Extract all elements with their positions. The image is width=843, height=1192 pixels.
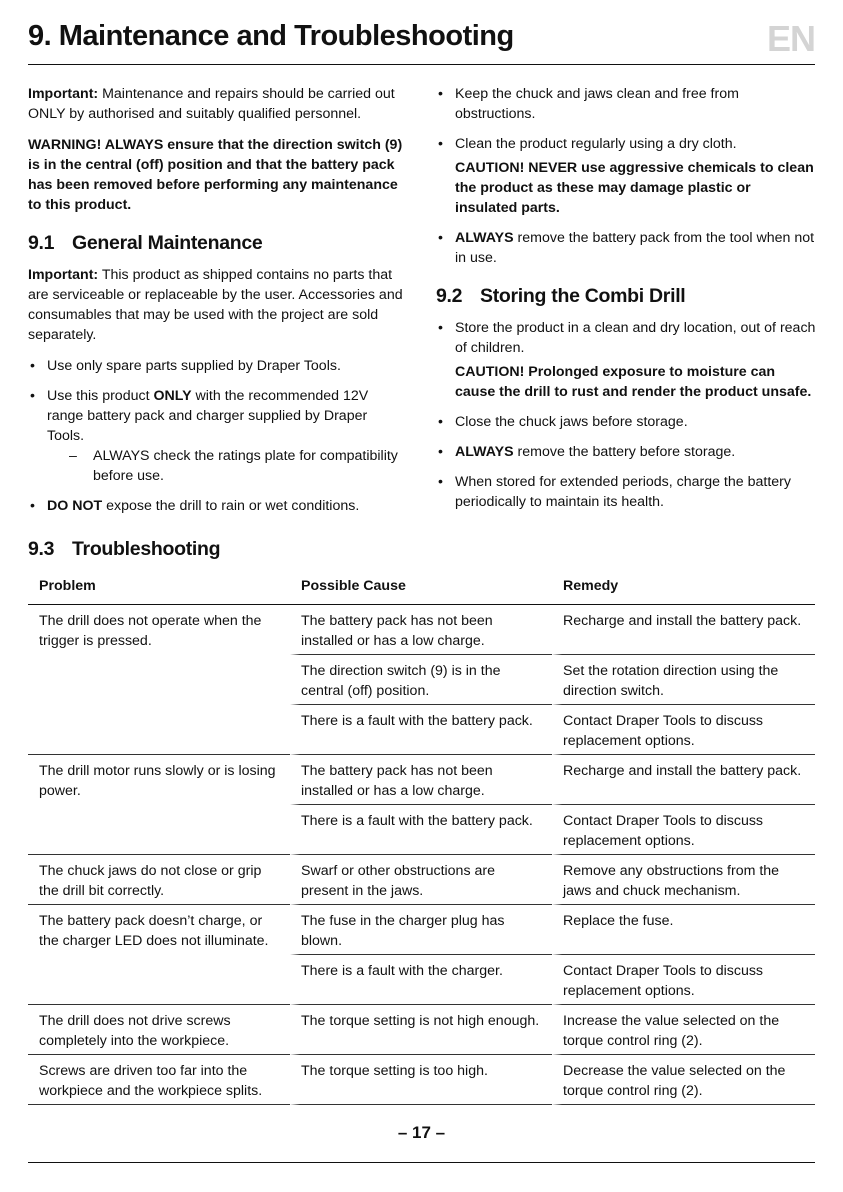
cause-remedy-rows bbox=[290, 1055, 815, 1105]
remedy-cell: Contact Draper Tools to discuss replacement options. bbox=[552, 805, 815, 855]
warning-paragraph: WARNING! ALWAYS ensure that the direction switch (9) is in the central (off) position and that the battery pack has been removed before performing any maintenance to this product. bbox=[28, 137, 403, 213]
list-item bbox=[28, 386, 406, 486]
cause-cell: The battery pack has not been installed or has a low charge. bbox=[290, 605, 552, 655]
list-item-text: with the recommended 12V range battery pack and charger supplied by Draper Tools. bbox=[47, 388, 369, 444]
column-header-cause: Possible Cause bbox=[301, 578, 406, 594]
list-item-text: remove the battery pack from the tool when not in use. bbox=[455, 230, 815, 266]
remedy-cell: Replace the fuse. bbox=[552, 905, 815, 955]
list-item bbox=[436, 318, 816, 402]
intro-text: Maintenance and repairs should be carried out ONLY by authorised and suitably qualified personnel. bbox=[28, 86, 395, 122]
list-item-emphasis: ALWAYS bbox=[455, 444, 514, 460]
section-heading-storing bbox=[436, 286, 816, 306]
table-row bbox=[290, 755, 815, 805]
table-row bbox=[290, 805, 815, 855]
problem-cell: Screws are driven too far into the workpiece and the workpiece splits. bbox=[28, 1055, 290, 1105]
list-item-emphasis: ONLY bbox=[153, 388, 192, 404]
table-row-group bbox=[28, 1055, 815, 1105]
section-title: Storing the Combi Drill bbox=[480, 285, 686, 307]
left-column bbox=[28, 84, 406, 526]
table-row bbox=[290, 705, 815, 755]
list-item-emphasis: DO NOT bbox=[47, 498, 103, 514]
problem-cell: The chuck jaws do not close or grip the drill bit correctly. bbox=[28, 855, 290, 905]
cause-cell: The battery pack has not been installed or has a low charge. bbox=[290, 755, 552, 805]
table-row bbox=[290, 1055, 815, 1105]
cause-cell: The torque setting is too high. bbox=[290, 1055, 552, 1105]
table-row bbox=[290, 855, 815, 905]
remedy-cell: Remove any obstructions from the jaws and chuck mechanism. bbox=[552, 855, 815, 905]
remedy-cell: Contact Draper Tools to discuss replacement options. bbox=[552, 705, 815, 755]
table-header bbox=[28, 574, 815, 605]
cause-cell: Swarf or other obstructions are present in the jaws. bbox=[290, 855, 552, 905]
list-item-text: Use this product bbox=[47, 388, 154, 404]
important-paragraph bbox=[28, 265, 406, 345]
remedy-cell: Contact Draper Tools to discuss replacement options. bbox=[552, 955, 815, 1005]
caution-note: CAUTION! NEVER use aggressive chemicals to clean the product as these may damage plastic or insulated parts. bbox=[455, 160, 814, 216]
remedy-cell: Recharge and install the battery pack. bbox=[552, 755, 815, 805]
page-number: – 17 – bbox=[397, 1123, 446, 1142]
table-row-group bbox=[28, 855, 815, 905]
problem-cell: The battery pack doesn’t charge, or the charger LED does not illuminate. bbox=[28, 905, 290, 1005]
list-item bbox=[436, 134, 816, 218]
intro-paragraph bbox=[28, 84, 406, 124]
remedy-cell: Decrease the value selected on the torque control ring (2). bbox=[552, 1055, 815, 1105]
important-label: Important: bbox=[28, 267, 99, 283]
table-row-group bbox=[28, 605, 815, 755]
list-item bbox=[436, 442, 816, 462]
title-divider bbox=[28, 64, 815, 65]
problem-cell: The drill motor runs slowly or is losing power. bbox=[28, 755, 290, 855]
list-item: • Keep the chuck and jaws clean and free from obstructions. bbox=[436, 84, 816, 124]
list-item-emphasis: ALWAYS bbox=[455, 230, 514, 246]
list-item: • Use only spare parts supplied by Draper Tools. bbox=[28, 356, 406, 376]
list-item: • When stored for extended periods, charge the battery periodically to maintain its health. bbox=[436, 472, 816, 512]
table-row bbox=[290, 955, 815, 1005]
cause-cell: There is a fault with the battery pack. bbox=[290, 805, 552, 855]
list-item bbox=[28, 496, 406, 516]
column-header-problem: Problem bbox=[39, 578, 96, 594]
remedy-cell: Set the rotation direction using the direction switch. bbox=[552, 655, 815, 705]
section-heading-troubleshooting bbox=[28, 538, 220, 561]
page-title: 9. Maintenance and Troubleshooting bbox=[28, 20, 514, 52]
list-item-text: expose the drill to rain or wet conditions. bbox=[102, 498, 360, 514]
table-row-group bbox=[28, 905, 815, 1005]
cause-cell: The fuse in the charger plug has blown. bbox=[290, 905, 552, 955]
cause-cell: There is a fault with the charger. bbox=[290, 955, 552, 1005]
intro-label: Important: bbox=[28, 86, 99, 102]
cause-remedy-rows bbox=[290, 905, 815, 1005]
care-list bbox=[436, 84, 816, 268]
list-item-text: Store the product in a clean and dry location, out of reach of children. bbox=[455, 320, 816, 356]
column-header-remedy: Remedy bbox=[563, 578, 619, 594]
cause-cell: The torque setting is not high enough. bbox=[290, 1005, 552, 1055]
section-heading-general-maintenance bbox=[28, 233, 406, 253]
table-row bbox=[290, 1005, 815, 1055]
cause-remedy-rows bbox=[290, 855, 815, 905]
language-badge: EN bbox=[766, 18, 815, 59]
list-item: • Close the chuck jaws before storage. bbox=[436, 412, 816, 432]
sub-list-item: – ALWAYS check the ratings plate for compatibility before use. bbox=[47, 446, 406, 486]
caution-note: CAUTION! Prolonged exposure to moisture can cause the drill to rust and render the product unsafe. bbox=[455, 364, 812, 400]
section-title: General Maintenance bbox=[72, 232, 263, 254]
cause-remedy-rows bbox=[290, 1005, 815, 1055]
cause-remedy-rows bbox=[290, 605, 815, 755]
footer-divider bbox=[28, 1162, 815, 1163]
storage-list bbox=[436, 318, 816, 512]
table-row bbox=[290, 655, 815, 705]
list-item bbox=[436, 228, 816, 268]
section-number: 9.2 bbox=[436, 285, 463, 307]
troubleshooting-table bbox=[28, 574, 815, 1105]
table-row-group bbox=[28, 1005, 815, 1055]
table-row bbox=[290, 905, 815, 955]
maintenance-list bbox=[28, 356, 406, 516]
section-title: Troubleshooting bbox=[72, 538, 221, 560]
cause-cell: The direction switch (9) is in the central (off) position. bbox=[290, 655, 552, 705]
cause-remedy-rows bbox=[290, 755, 815, 855]
problem-cell: The drill does not operate when the trigger is pressed. bbox=[28, 605, 290, 755]
cause-cell: There is a fault with the battery pack. bbox=[290, 705, 552, 755]
list-item-text: Clean the product regularly using a dry cloth. bbox=[455, 136, 737, 152]
remedy-cell: Recharge and install the battery pack. bbox=[552, 605, 815, 655]
section-number: 9.3 bbox=[28, 538, 55, 560]
list-item-text: remove the battery before storage. bbox=[513, 444, 736, 460]
right-column bbox=[436, 84, 816, 522]
problem-cell: The drill does not drive screws completely into the workpiece. bbox=[28, 1005, 290, 1055]
table-row bbox=[290, 605, 815, 655]
important-text: This product as shipped contains no parts that are serviceable or replaceable by the user. Accessories and consumables that may be used with the project are sold separately. bbox=[28, 267, 403, 343]
remedy-cell: Increase the value selected on the torque control ring (2). bbox=[552, 1005, 815, 1055]
section-number: 9.1 bbox=[28, 232, 55, 254]
table-row-group bbox=[28, 755, 815, 855]
